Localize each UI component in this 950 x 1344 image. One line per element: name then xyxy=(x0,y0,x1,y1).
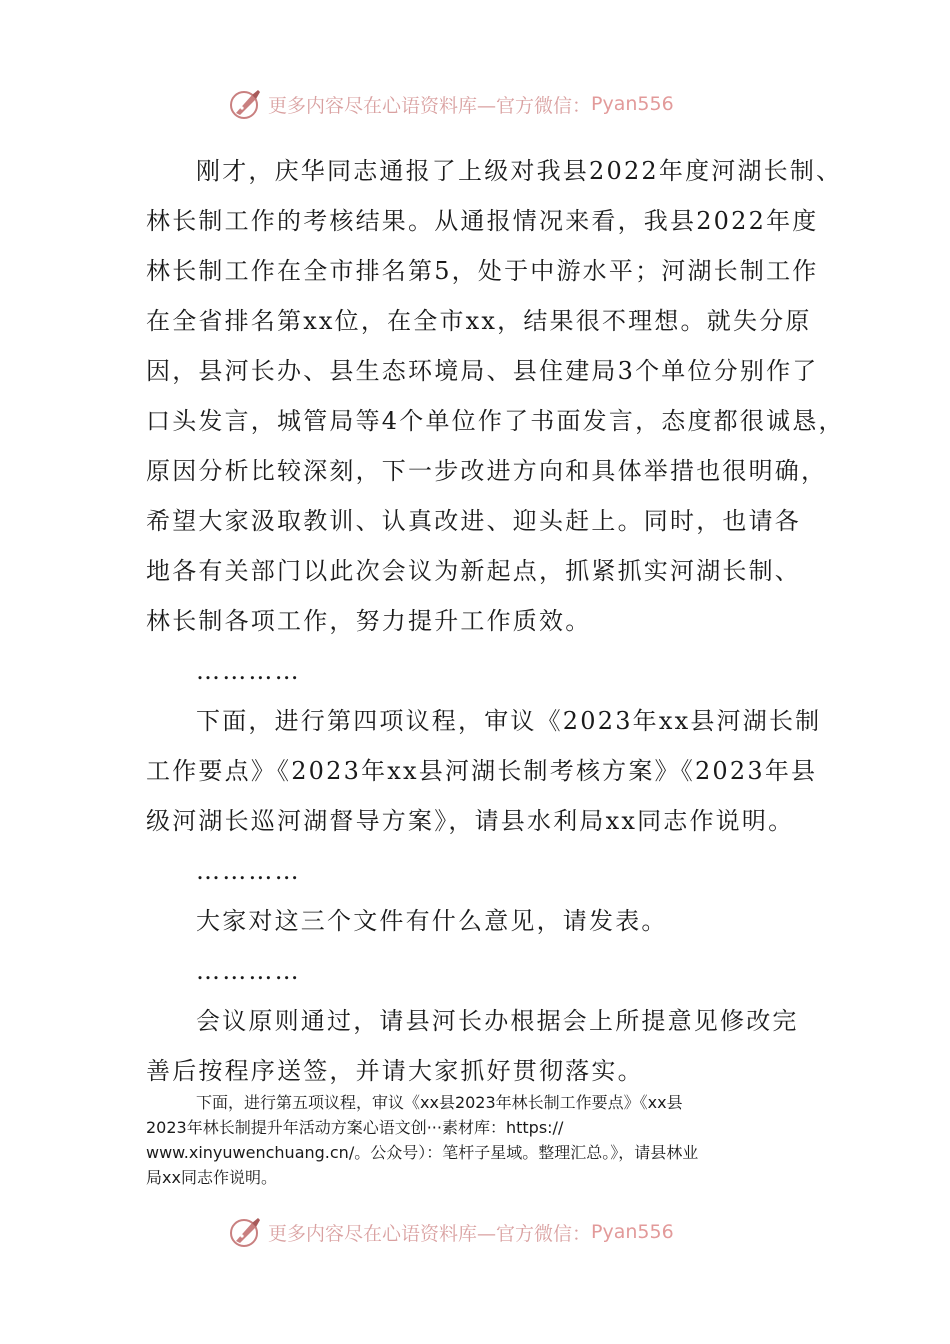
watermark-handle: Pyan556 xyxy=(591,1221,674,1243)
ellipsis-line: ………… xyxy=(196,657,301,685)
text-line: 地各有关部门以此次会议为新起点，抓紧抓实河湖长制、 xyxy=(146,557,801,585)
watermark-text: 更多内容尽在心语资料库—官方微信： xyxy=(268,94,592,117)
text-line: 刚才，庆华同志通报了上级对我县2022年度河湖长制、 xyxy=(196,157,843,185)
small-text-line: www.xinyuwenchuang.cn/。公众号）：笔杆子星域。整理汇总。》，请县林业 xyxy=(146,1143,699,1162)
text-line: 原因分析比较深刻，下一步改进方向和具体举措也很明确， xyxy=(146,457,828,485)
pen-nib-icon xyxy=(228,1214,264,1250)
document-body xyxy=(146,146,845,1096)
text-line: 工作要点》《2023年xx县河湖长制考核方案》《2023年县 xyxy=(146,757,818,785)
text-line: 林长制工作的考核结果。从通报情况来看，我县2022年度 xyxy=(146,207,819,235)
small-paragraph xyxy=(146,1090,806,1190)
ellipsis-line: ………… xyxy=(196,957,301,985)
small-text-line: 局xx同志作说明。 xyxy=(146,1168,277,1187)
text-line: 因，县河长办、县生态环境局、县住建局3个单位分别作了 xyxy=(146,357,819,385)
text-line: 口头发言，城管局等4个单位作了书面发言，态度都很诚恳， xyxy=(146,407,845,435)
small-text-line: 2023年林长制提升年活动方案心语文创···素材库：https:// xyxy=(146,1118,564,1137)
watermark-text: 更多内容尽在心语资料库—官方微信： xyxy=(268,1222,592,1245)
text-line: 下面，进行第四项议程，审议《2023年xx县河湖长制 xyxy=(196,707,822,735)
text-line: 林长制各项工作，努力提升工作质效。 xyxy=(146,607,592,635)
text-line: 大家对这三个文件有什么意见，请发表。 xyxy=(196,907,668,935)
text-line: 善后按程序送签，并请大家抓好贯彻落实。 xyxy=(146,1057,644,1085)
text-line: 级河湖长巡河湖督导方案》，请县水利局xx同志作说明。 xyxy=(146,807,795,835)
watermark-handle: Pyan556 xyxy=(591,93,674,115)
text-line: 在全省排名第xx位，在全市xx，结果很不理想。就失分原 xyxy=(146,307,812,335)
text-line: 希望大家汲取教训、认真改进、迎头赶上。同时，也请各 xyxy=(146,507,801,535)
text-line: 林长制工作在全市排名第5，处于中游水平；河湖长制工作 xyxy=(146,257,819,285)
watermark-banner-bottom xyxy=(228,1212,748,1252)
text-line: 会议原则通过，请县河长办根据会上所提意见修改完 xyxy=(196,1007,799,1035)
watermark-banner-top xyxy=(228,84,748,124)
ellipsis-line: ………… xyxy=(196,857,301,885)
pen-nib-icon xyxy=(228,86,264,122)
small-text-line: 下面，进行第五项议程，审议《xx县2023年林长制工作要点》《xx县 xyxy=(196,1093,683,1112)
